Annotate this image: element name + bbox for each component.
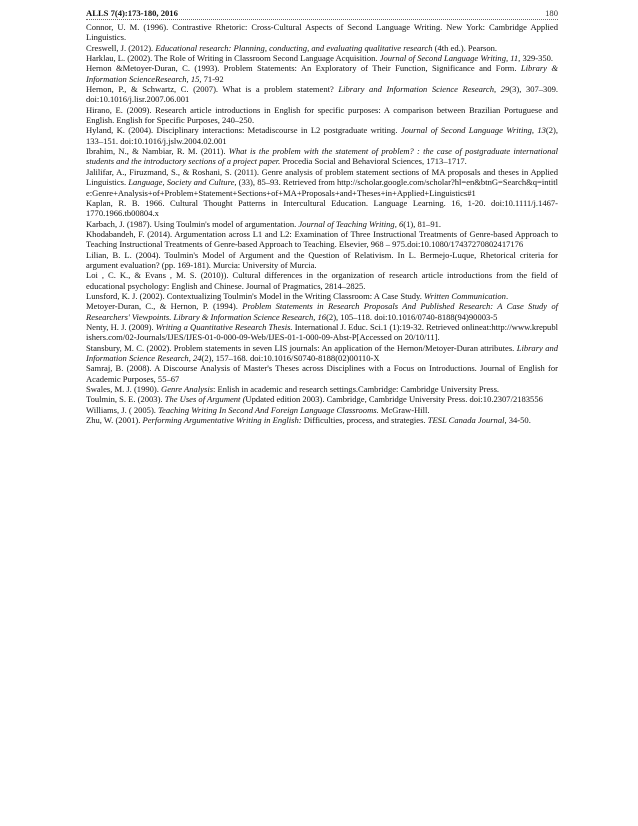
- reference-entry: [86, 384, 558, 394]
- reference-entry: [86, 43, 558, 53]
- reference-text: ,: [188, 353, 193, 363]
- reference-text: Updated edition 2003). Cambridge, Cambridge University Press. doi:10.2307/2183556: [245, 394, 543, 405]
- reference-text: Samraj, B. (2008). A Discourse Analysis of Master's Theses across Disciplines with a Focus on Introductions. Journal of English for Academic Purposes, 55–67: [86, 363, 558, 384]
- reference-text: Creswell, J. (2012).: [86, 42, 156, 53]
- reference-entry: [86, 343, 558, 364]
- reference-text: Loi , C. K., & Evans , M. S. (2010)). Cultural differences in the organization of research article introductions from the field of educational psychology: English and Chinese. Journal of Pragmatics, 2814–2825.: [86, 270, 558, 291]
- reference-title: The Uses of Argument (: [164, 394, 246, 405]
- reference-text: Hernon &Metoyer-Duran, C. (1993). Problem Statements: An Exploratory of Their Function, Significance and Form.: [86, 63, 521, 74]
- reference-entry: [86, 63, 558, 84]
- reference-list: [86, 22, 558, 425]
- reference-volume: 13: [537, 125, 546, 136]
- reference-text: (2), 133–151. doi:10.1016/j.jslw.2004.02.001: [86, 125, 559, 146]
- reference-entry: [86, 405, 558, 415]
- reference-title: Journal of Second Language Writing, 11,: [379, 53, 521, 64]
- reference-text: Hernon, P., & Schwartz, C. (2007). What is a problem statement?: [86, 84, 339, 95]
- reference-volume: 16: [317, 311, 327, 322]
- reference-volume: 24: [192, 353, 202, 363]
- page-number: 180: [545, 8, 558, 18]
- reference-entry: [86, 84, 558, 105]
- reference-text: Stansbury, M. C. (2002). Problem statements in seven LIS journals: An application of the Hernon/Metoyer-Duran attributes.: [86, 342, 517, 353]
- reference-volume: 29: [500, 84, 510, 95]
- reference-title: Library and Information Science Research: [86, 342, 559, 363]
- reference-title: Journal of Second Language Writing: [400, 125, 532, 136]
- reference-entry: [86, 125, 558, 146]
- reference-title: Genre Analysis: [161, 384, 214, 395]
- reference-entry: [86, 363, 558, 384]
- reference-entry: [86, 301, 558, 322]
- reference-text: Khodabandeh, F. (2014). Argumentation across L1 and L2: Examination of Three Instructional Treatments of Genre-based Approach to Teaching Instructional Treatments of Genre-based Approach to Teaching. Elsevier, 968 – 975.doi:10.1080/17437270802417176: [86, 228, 558, 250]
- reference-text: Hyland, K. (2004). Disciplinary interactions: Metadiscourse in L2 postgraduate writing.: [86, 125, 401, 136]
- reference-text: 329-350.: [520, 53, 554, 64]
- reference-text: (4th ed.). Pearson.: [432, 42, 498, 53]
- header-divider: [86, 19, 558, 20]
- reference-text: ,: [531, 125, 538, 136]
- reference-entry: [86, 146, 558, 167]
- reference-text: Difficulties, process, and strategies.: [301, 415, 428, 426]
- reference-text: .: [505, 290, 509, 301]
- reference-title: Written Communication: [424, 290, 506, 301]
- reference-entry: [86, 167, 558, 198]
- reference-entry: [86, 219, 558, 229]
- reference-text: , 34-50.: [504, 415, 531, 426]
- journal-citation: ALLS 7(4):173-180, 2016: [86, 8, 178, 18]
- reference-entry: [86, 270, 558, 291]
- reference-entry: [86, 198, 558, 219]
- reference-text: Toulmin, S. E. (2003).: [86, 394, 165, 405]
- reference-entry: [86, 291, 558, 301]
- reference-text: 71-92: [201, 73, 224, 84]
- running-header: [86, 6, 558, 20]
- reference-text: McGraw-Hill.: [378, 404, 430, 415]
- reference-title: Library and Information Science Research: [338, 84, 495, 95]
- reference-text: ,: [313, 311, 318, 322]
- reference-text: ,: [494, 84, 501, 95]
- reference-entry: [86, 22, 558, 43]
- reference-entry: [86, 105, 558, 126]
- reference-entry: [86, 229, 558, 250]
- reference-text: Procedia Social and Behavioral Sciences, 1713–1717.: [280, 156, 467, 167]
- reference-title: Writing a Quantitative Research Thesis.: [155, 321, 293, 332]
- reference-text: Williams, J. ( 2005).: [86, 404, 159, 415]
- reference-title: Educational research: Planning, conducting, and evaluating qualitative research: [155, 42, 433, 53]
- reference-title: Journal of Teaching Writing: [298, 218, 395, 229]
- reference-volume: 6: [398, 218, 404, 229]
- reference-text: Nenty, H. J. (2009).: [86, 321, 156, 332]
- reference-title: Problem Statements in Research Proposals And Published Research: A Case Study of Researchers' Viewpoints. Library & Information Science Research: [86, 301, 559, 322]
- reference-text: : Enlish in academic and research settings.Cambridge: Cambridge University Press.: [213, 384, 500, 395]
- reference-journal: TESL Canada Journal: [427, 415, 505, 426]
- reference-text: (2), 105–118. doi:10.1016/0740-8188(94)90003-5: [326, 311, 498, 322]
- reference-title: Library & Information ScienceResearch, 15,: [86, 63, 559, 84]
- reference-text: Hirano, E. (2009). Research article introductions in English for specific purposes: A comparison between Brazilian Portuguese and English. English for Specific Purposes, 240–250.: [86, 104, 558, 126]
- reference-text: (2), 157–168. doi:10.1016/S0740-8188(02)00110-X: [201, 353, 380, 363]
- reference-text: Kaplan, R. B. 1966. Cultural Thought Patterns in Intercultural Education. Language Learning. 16, 1-20. doi:10.1111/j.1467-1770.1966.tb00804.x: [86, 197, 558, 219]
- reference-text: Karbach, J. (1987). Using Toulmin's model of argumentation.: [86, 218, 299, 229]
- reference-text: (3), 307–309. doi:10.1016/j.lisr.2007.06.001: [86, 84, 559, 105]
- reference-text: Jalilifar, A., Firuzmand, S., & Roshani, S. (2011). Genre analysis of problem statement sections of MA proposals and theses in Applied Linguistics.: [86, 166, 558, 188]
- reference-text: Harklau, L. (2002). The Role of Writing in Classroom Second Language Acquisition.: [86, 53, 380, 64]
- reference-text: Lunsford, K. J. (2002). Contextualizing Toulmin's Model in the Writing Classroom: A Case Study.: [86, 290, 425, 301]
- reference-entry: [86, 53, 558, 63]
- reference-text: Ibrahim, N., & Nambiar, R. M. (2011).: [86, 146, 229, 157]
- reference-title: Language, Society and Culture: [128, 177, 235, 188]
- reference-text: Metoyer-Duran, C., & Hernon, P. (1994).: [86, 301, 243, 312]
- reference-title: Performing Argumentative Writing in English:: [142, 415, 302, 426]
- reference-text: Zhu, W. (2001).: [86, 415, 143, 426]
- reference-entry: [86, 415, 558, 425]
- reference-entry: [86, 322, 558, 343]
- reference-text: Swales, M. J. (1990).: [86, 384, 162, 395]
- reference-text: Lilian, B. L. (2004). Toulmin's Model of Argument and the Question of Relativism. In L. Bermejo-Luque, Rhetorical criteria for argument evaluation? (pp. 169-181). Murcia: University of Murcia.: [86, 249, 558, 270]
- reference-text: International J. Educ. Sci.1 (1):19-32. Retrieved onlineat:http://www.krepublishers.com/02-Journals/IJES/IJES-01-0-000-09-Web/IJES-01-1-000-09-Abst-P[Accessed on 20/10/11].: [86, 321, 558, 343]
- reference-title: Teaching Writing In Second And Foreign Language Classrooms.: [158, 404, 379, 415]
- reference-text: ,: [394, 218, 399, 229]
- reference-text: Connor, U. M. (1996). Contrastive Rhetoric: Cross-Cultural Aspects of Second Language Writing. New York: Cambridge Applied Linguistics.: [86, 22, 558, 43]
- reference-text: (1), 81–91.: [403, 218, 442, 229]
- reference-title: What is the problem with the statement of problem? : the case of postgraduate international students and the introductory sections of a project paper.: [86, 146, 558, 167]
- reference-text: , (33), 85–93. Retrieved from http://scholar.google.com/scholar?hl=en&btnG=Search&q=intitle:Genre+Analysis+of+Problem+Statement+Sections+of+MA+Proposals+and+Theses+in+Applied+Linguistics#1: [86, 177, 558, 198]
- reference-entry: [86, 250, 558, 271]
- reference-entry: [86, 394, 558, 404]
